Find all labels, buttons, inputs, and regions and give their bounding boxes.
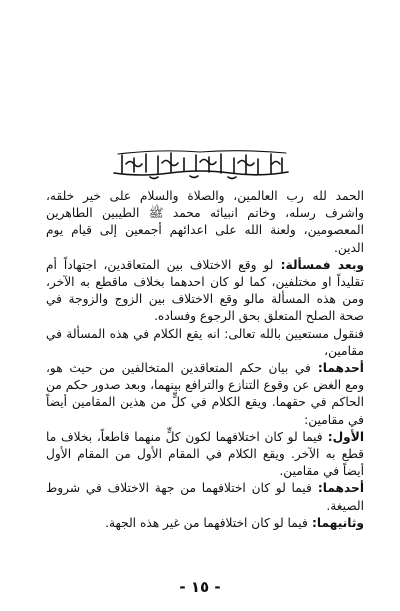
paragraph-label: الأول: <box>322 429 364 444</box>
body-text <box>46 188 364 532</box>
paragraph-label: أحدهما: <box>311 481 364 496</box>
paragraph-text: فيما لو كان اختلافهما من جهة الاختلاف في شروط الصيغة. <box>46 481 364 513</box>
basmala-text <box>100 180 101 181</box>
page-number: - ١٥ - <box>179 578 221 596</box>
paragraph-sub-first <box>46 480 364 514</box>
paragraph-first-case <box>46 429 364 481</box>
paragraph-opening-praise <box>46 188 364 257</box>
paragraph-text: فيما لو كان اختلافهما من غير هذه الجهة. <box>105 515 308 530</box>
basmala-calligraphy <box>100 146 300 180</box>
paragraph-label: أحدهما: <box>310 361 364 376</box>
paragraph-sub-second <box>46 515 364 532</box>
paragraph-two-stations <box>46 326 364 360</box>
paragraph-text: في بيان حكم المتعاقدين المتخالفين من حيث هو، ومع الغض عن وقوع التنازع والترافع بينهما، وبعد صدور حكم من الحاكم في حقهما. ويقع الكلام في كلٍّ من هذين المقامين أيضاً في مقامين: <box>46 361 364 427</box>
paragraph-label: وبعد فمسألة: <box>273 257 365 272</box>
paragraph-text: فيما لو كان اختلافهما لكون كلٍّ منهما قاطعاً، بخلاف ما قطع به الآخر. ويقع الكلام في المقام الأول من المقام الأول أيضاً في مقامين. <box>46 429 364 479</box>
paragraph-text: فنقول مستعيين بالله تعالى: انه يقع الكلام في هذه المسألة في مقامين، <box>46 326 364 358</box>
paragraph-label: وثانيهما: <box>307 515 364 530</box>
paragraph-text: الحمد لله رب العالمين، والصلاة والسلام على خير خلقه، واشرف رسله، وخاتم انبيائه محمد ﷺ الطيبين الطاهرين المعصومين، ولعنة الله على اعدائهم أجمعين إلى قيام يوم الدين. <box>46 189 364 255</box>
paragraph-the-issue <box>46 257 364 326</box>
basmala-calligraphy-graphic <box>100 146 300 180</box>
paragraph-text: لو وقع الاختلاف بين المتعاقدين، اجتهاداً أم تقليداً او مختلفين، كما لو كان احدهما بخلاف ماقطع به الآخر، ومن هذه المسألة مالو وقع الاختلاف بين الزوج والزوجة في صحة الصلح المتعلق بحق الرجوع وفساده. <box>46 257 364 324</box>
paragraph-first-station <box>46 360 364 429</box>
